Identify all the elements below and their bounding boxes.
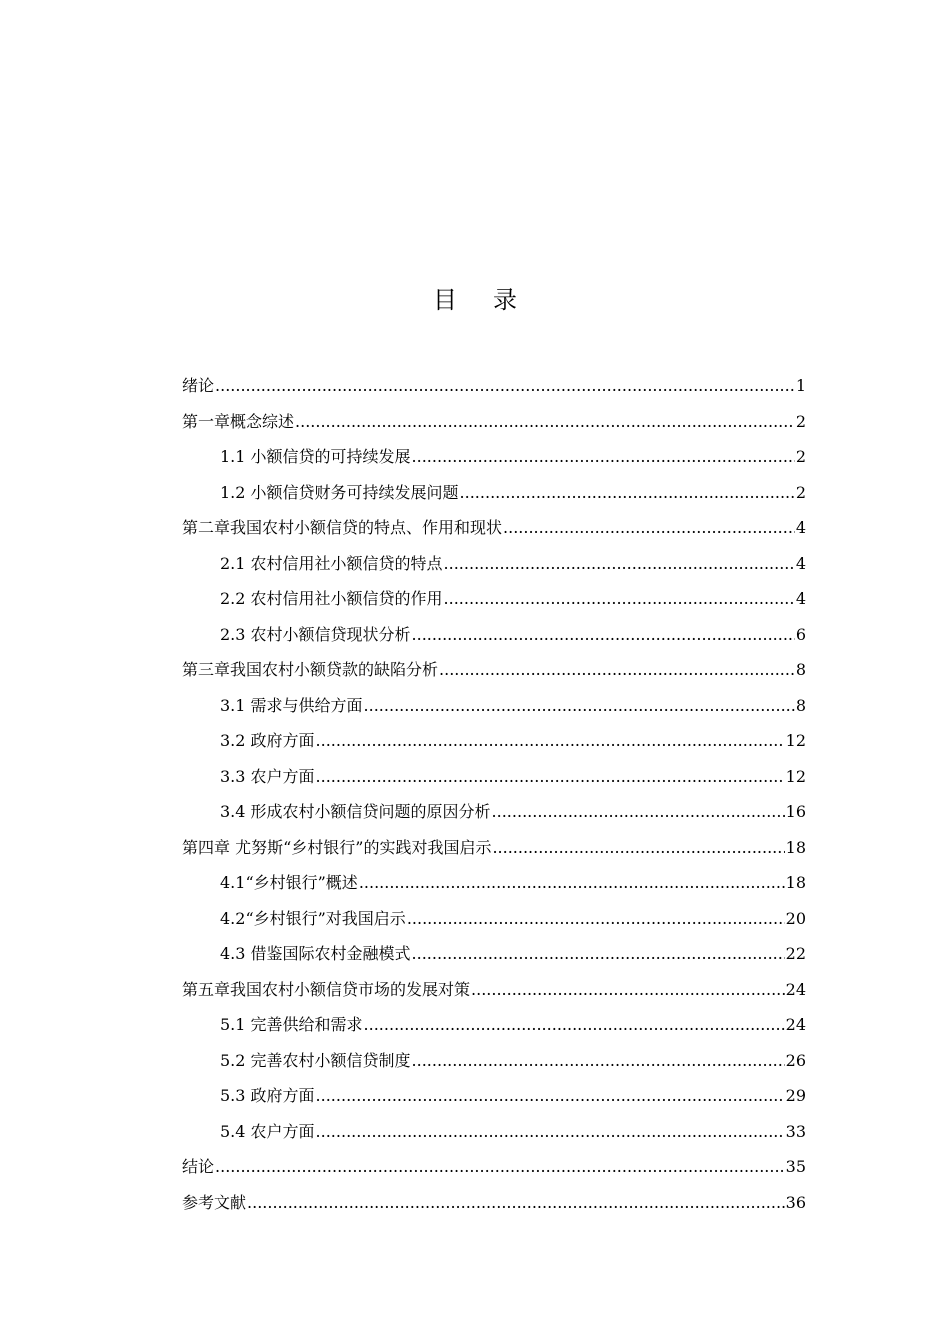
toc-entry-title: 5.4 农户方面 bbox=[220, 1121, 315, 1141]
toc-page-number: 29 bbox=[785, 1086, 806, 1105]
toc-chapter-entry[interactable] bbox=[182, 510, 806, 546]
toc-subsection-entry[interactable] bbox=[182, 901, 806, 937]
toc-dot-leader bbox=[364, 1007, 785, 1043]
toc-title bbox=[0, 282, 950, 318]
toc-dot-leader bbox=[492, 830, 784, 866]
toc-list bbox=[182, 368, 806, 1220]
toc-entry-title: 3.4 形成农村小额信贷问题的原因分析 bbox=[220, 802, 491, 821]
toc-page-number: 2 bbox=[795, 447, 806, 466]
toc-page-number: 12 bbox=[785, 766, 806, 786]
toc-page-number: 18 bbox=[785, 873, 806, 892]
toc-title-char-2: 录 bbox=[493, 286, 517, 314]
toc-title-char-1: 目 bbox=[433, 286, 457, 314]
toc-entry-title: 5.3 政府方面 bbox=[220, 1086, 315, 1105]
toc-dot-leader bbox=[215, 368, 795, 404]
toc-chapter-entry[interactable] bbox=[182, 1149, 806, 1185]
toc-page-number: 24 bbox=[785, 979, 806, 999]
toc-dot-leader bbox=[460, 475, 795, 511]
toc-dot-leader bbox=[316, 759, 785, 795]
toc-dot-leader bbox=[316, 723, 785, 759]
toc-dot-leader bbox=[412, 439, 795, 475]
toc-entry-title: 第二章我国农村小额信贷的特点、作用和现状 bbox=[182, 518, 503, 537]
toc-dot-leader bbox=[316, 1114, 785, 1150]
toc-page-number: 12 bbox=[785, 731, 806, 750]
toc-dot-leader bbox=[247, 1185, 785, 1221]
toc-subsection-entry[interactable] bbox=[182, 617, 806, 653]
toc-page-number: 2 bbox=[795, 411, 806, 431]
toc-page-number: 24 bbox=[785, 1015, 806, 1034]
toc-dot-leader bbox=[364, 688, 795, 724]
toc-entry-title: 绪论 bbox=[182, 376, 215, 395]
toc-page-number: 26 bbox=[785, 1050, 806, 1070]
toc-page-number: 4 bbox=[795, 589, 806, 608]
toc-entry-title: 2.1 农村信用社小额信贷的特点 bbox=[220, 553, 443, 573]
toc-subsection-entry[interactable] bbox=[182, 794, 806, 830]
toc-dot-leader bbox=[407, 901, 785, 937]
toc-chapter-entry[interactable] bbox=[182, 652, 806, 688]
toc-subsection-entry[interactable] bbox=[182, 439, 806, 475]
toc-page-number: 6 bbox=[795, 624, 806, 644]
toc-chapter-entry[interactable] bbox=[182, 972, 806, 1008]
toc-page-number: 8 bbox=[795, 695, 806, 715]
toc-chapter-entry[interactable] bbox=[182, 368, 806, 404]
toc-dot-leader bbox=[295, 404, 795, 440]
toc-page-number: 35 bbox=[785, 1157, 806, 1176]
toc-entry-title: 3.2 政府方面 bbox=[220, 731, 315, 750]
toc-page-number: 33 bbox=[785, 1121, 806, 1141]
toc-page-number: 4 bbox=[795, 553, 806, 573]
toc-subsection-entry[interactable] bbox=[182, 759, 806, 795]
toc-entry-title: 4.2“乡村银行”对我国启示 bbox=[220, 908, 406, 928]
toc-page-number: 20 bbox=[785, 908, 806, 928]
toc-chapter-entry[interactable] bbox=[182, 1185, 806, 1221]
toc-subsection-entry[interactable] bbox=[182, 1078, 806, 1114]
toc-entry-title: 3.3 农户方面 bbox=[220, 766, 315, 786]
toc-dot-leader bbox=[444, 581, 795, 617]
toc-dot-leader bbox=[316, 1078, 785, 1114]
toc-entry-title: 2.3 农村小额信贷现状分析 bbox=[220, 624, 411, 644]
toc-dot-leader bbox=[492, 794, 785, 830]
toc-page-number: 36 bbox=[785, 1192, 806, 1212]
toc-dot-leader bbox=[439, 652, 795, 688]
toc-dot-leader bbox=[412, 617, 795, 653]
toc-entry-title: 4.1“乡村银行”概述 bbox=[220, 873, 358, 892]
toc-entry-title: 结论 bbox=[182, 1157, 215, 1176]
toc-page-number: 16 bbox=[785, 802, 806, 821]
toc-dot-leader bbox=[215, 1149, 785, 1185]
toc-dot-leader bbox=[503, 510, 795, 546]
toc-subsection-entry[interactable] bbox=[182, 1007, 806, 1043]
toc-entry-title: 5.1 完善供给和需求 bbox=[220, 1015, 363, 1034]
toc-dot-leader bbox=[444, 546, 795, 582]
toc-page-number: 2 bbox=[795, 482, 806, 502]
toc-subsection-entry[interactable] bbox=[182, 865, 806, 901]
toc-entry-title: 第四章 尤努斯“乡村银行”的实践对我国启示 bbox=[182, 837, 492, 857]
toc-page-number: 1 bbox=[795, 376, 806, 395]
toc-entry-title: 参考文献 bbox=[182, 1192, 247, 1212]
toc-page-number: 22 bbox=[785, 944, 806, 963]
toc-entry-title: 1.2 小额信贷财务可持续发展问题 bbox=[220, 482, 459, 502]
toc-entry-title: 1.1 小额信贷的可持续发展 bbox=[220, 447, 411, 466]
toc-entry-title: 5.2 完善农村小额信贷制度 bbox=[220, 1050, 411, 1070]
toc-page-number: 8 bbox=[795, 660, 806, 679]
toc-subsection-entry[interactable] bbox=[182, 936, 806, 972]
toc-page-number: 18 bbox=[785, 837, 806, 857]
toc-chapter-entry[interactable] bbox=[182, 404, 806, 440]
toc-subsection-entry[interactable] bbox=[182, 1114, 806, 1150]
toc-entry-title: 2.2 农村信用社小额信贷的作用 bbox=[220, 589, 443, 608]
toc-subsection-entry[interactable] bbox=[182, 1043, 806, 1079]
toc-entry-title: 3.1 需求与供给方面 bbox=[220, 695, 363, 715]
toc-entry-title: 第三章我国农村小额贷款的缺陷分析 bbox=[182, 660, 439, 679]
toc-subsection-entry[interactable] bbox=[182, 475, 806, 511]
toc-chapter-entry[interactable] bbox=[182, 830, 806, 866]
toc-dot-leader bbox=[412, 936, 785, 972]
toc-entry-title: 第一章概念综述 bbox=[182, 411, 295, 431]
toc-entry-title: 第五章我国农村小额信贷市场的发展对策 bbox=[182, 979, 471, 999]
toc-dot-leader bbox=[412, 1043, 785, 1079]
toc-dot-leader bbox=[471, 972, 785, 1008]
toc-page-number: 4 bbox=[795, 518, 806, 537]
toc-subsection-entry[interactable] bbox=[182, 688, 806, 724]
toc-subsection-entry[interactable] bbox=[182, 546, 806, 582]
toc-entry-title: 4.3 借鉴国际农村金融模式 bbox=[220, 944, 411, 963]
toc-subsection-entry[interactable] bbox=[182, 581, 806, 617]
toc-subsection-entry[interactable] bbox=[182, 723, 806, 759]
toc-dot-leader bbox=[359, 865, 785, 901]
